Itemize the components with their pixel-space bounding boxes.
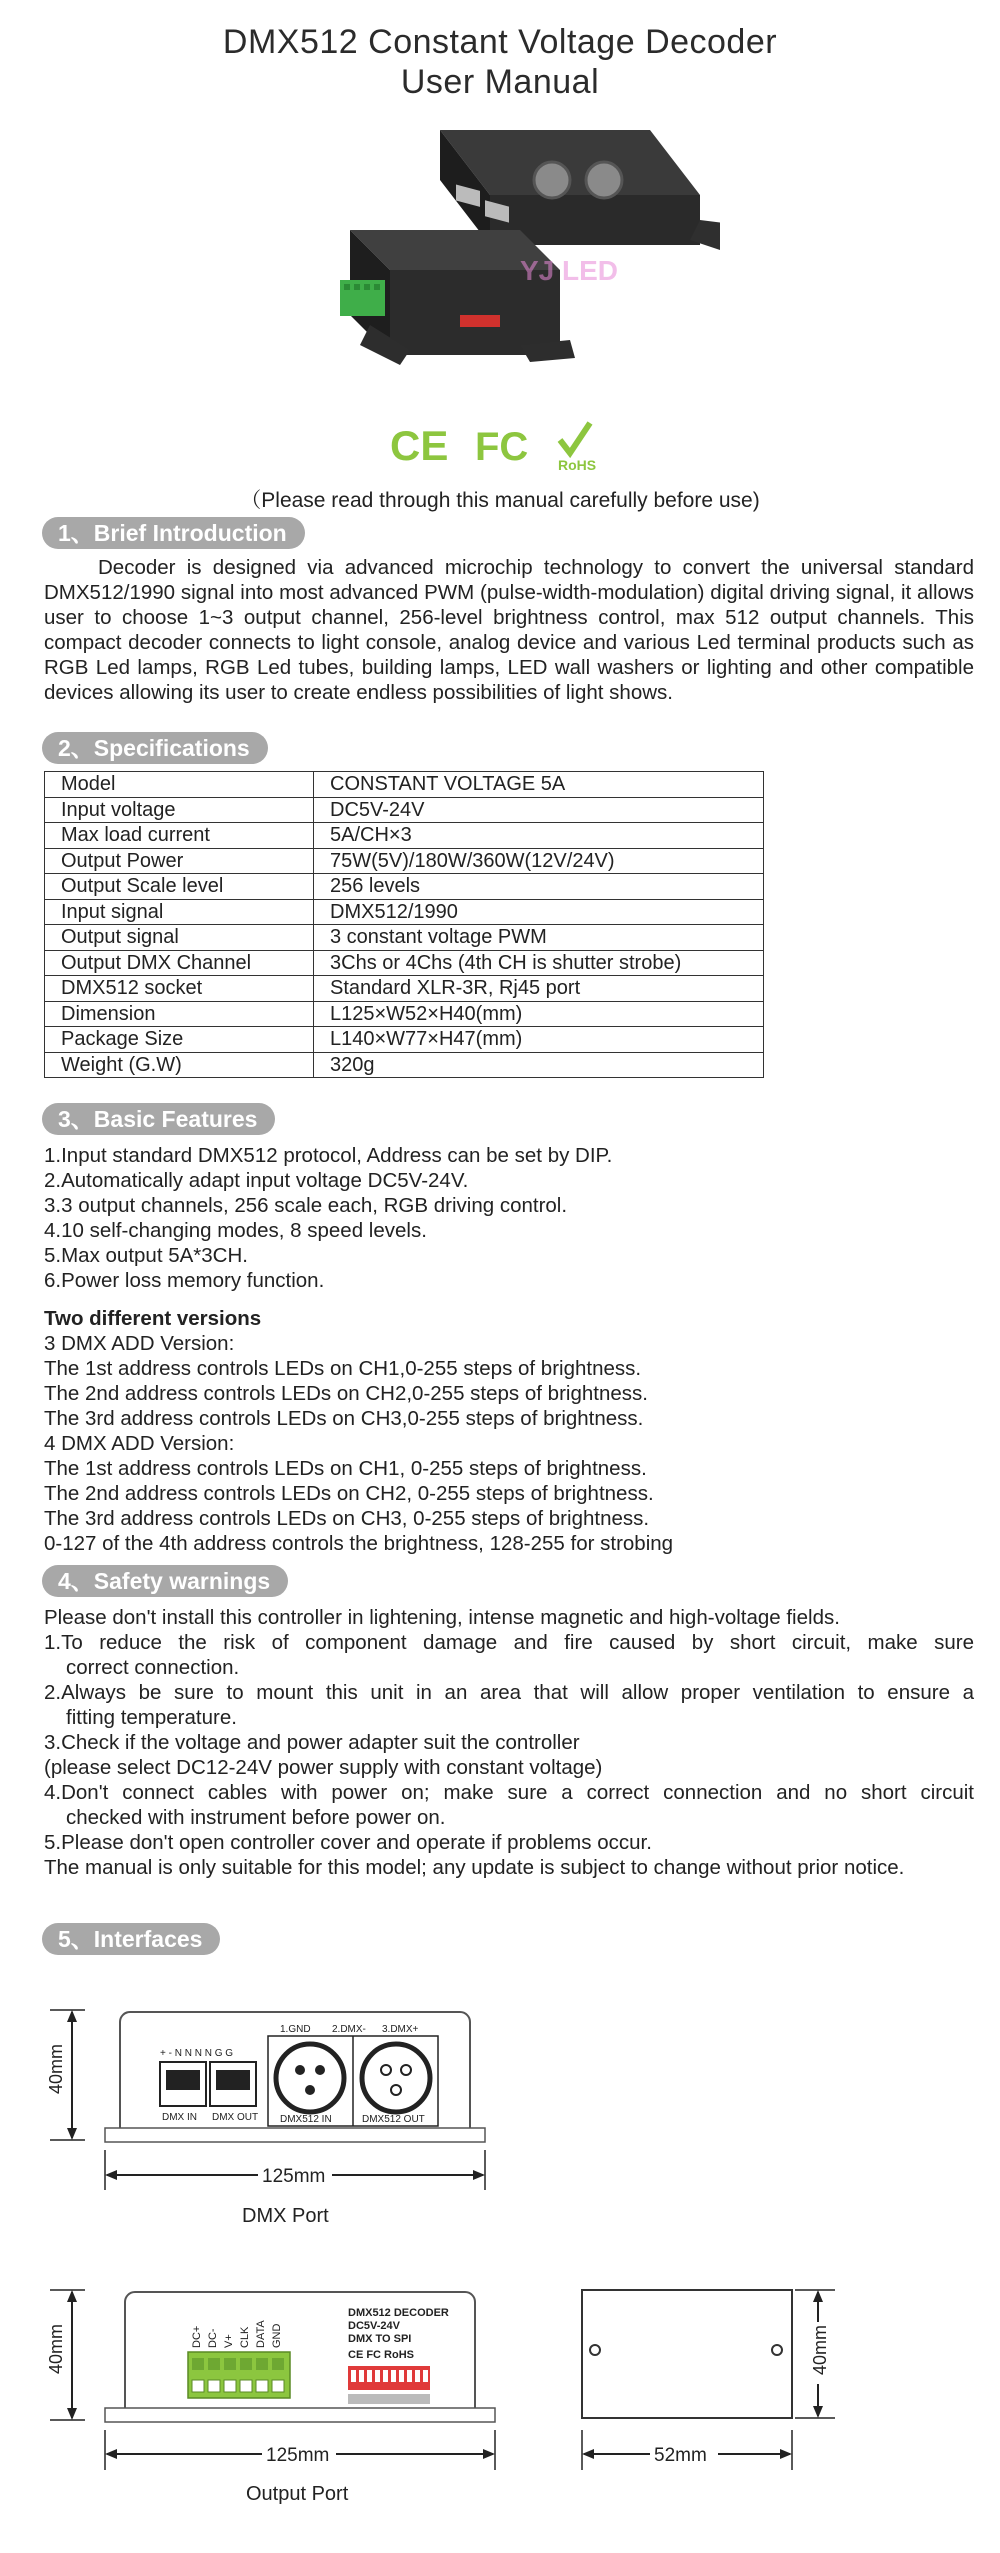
- version-line: The 2nd address controls LEDs on CH2,0-255 steps of brightness.: [44, 1382, 648, 1405]
- spec-key: Max load current: [45, 823, 314, 849]
- watermark-text: YJ LED: [520, 255, 619, 286]
- terminal-label-vplus: V+: [223, 2334, 235, 2348]
- version-line: 0-127 of the 4th address controls the brightness, 128-255 for strobing: [44, 1532, 674, 1555]
- spec-value: 256 levels: [314, 874, 764, 900]
- spec-value: DC5V-24V: [314, 797, 764, 823]
- spec-key: Dimension: [45, 1001, 314, 1027]
- xlr-out-label: DMX512 OUT: [362, 2114, 425, 2125]
- safety-item: 4.Don't connect cables with power on; make sure a correct connection and no short circuit: [44, 1781, 974, 1804]
- spec-key: Output signal: [45, 925, 314, 951]
- xlr-in-label: DMX512 IN: [280, 2114, 332, 2125]
- version-line: The 1st address controls LEDs on CH1,0-255 steps of brightness.: [44, 1357, 642, 1380]
- version-line: 3 DMX ADD Version:: [44, 1332, 235, 1355]
- spec-row: [45, 899, 764, 925]
- intro-paragraph: Decoder is designed via advanced microchip technology to convert the universal standard DMX512/1990 signal into most advanced PWM (pulse-width-modulation) digital driving signal, it allows user to choose 1~3 output channel, 256-level brightness control, max 512 output channels. This compact decoder connects to light console, analog device and various Led terminal products such as RGB Led lamps, RGB Led tubes, building lamps, LED wall washers or lighting and other compatible devices allowing its user to create endless possibilities of light shows.: [44, 556, 974, 704]
- title-line-2: User Manual: [400, 63, 600, 101]
- decoder-label-2: DC5V-24V: [348, 2320, 400, 2332]
- spec-row: [45, 950, 764, 976]
- spec-value: L125×W52×H40(mm): [314, 1001, 764, 1027]
- safety-item: Please don't install this controller in lightening, intense magnetic and high-voltage fields.: [44, 1606, 840, 1629]
- spec-row: [45, 772, 764, 798]
- version-line: The 1st address controls LEDs on CH1, 0-255 steps of brightness.: [44, 1457, 647, 1480]
- section-heading-safety: 4、Safety warnings: [42, 1565, 288, 1597]
- spec-value: CONSTANT VOLTAGE 5A: [314, 772, 764, 798]
- safety-list: [44, 1605, 974, 1880]
- rohs-check-icon: [560, 423, 590, 453]
- spec-value: 5A/CH×3: [314, 823, 764, 849]
- terminal-label-clk: CLK: [239, 2326, 251, 2348]
- ce-mark-icon: CE: [390, 422, 449, 469]
- fc-mark-icon: FC: [475, 425, 529, 469]
- dmx-height-dim: 40mm: [46, 2043, 66, 2094]
- terminal-label-dcplus: DC+: [191, 2325, 203, 2348]
- rj45-out-label: DMX OUT: [212, 2112, 259, 2123]
- spec-key: Model: [45, 772, 314, 798]
- output-width-dim: 125mm: [266, 2445, 330, 2466]
- version-line: The 3rd address controls LEDs on CH3, 0-255 steps of brightness.: [44, 1507, 650, 1530]
- version-line: The 3rd address controls LEDs on CH3,0-255 steps of brightness.: [44, 1407, 644, 1430]
- section-heading-interfaces: 5、Interfaces: [42, 1923, 220, 1955]
- spec-row: [45, 848, 764, 874]
- spec-row: [45, 1027, 764, 1053]
- certification-marks: [390, 418, 630, 478]
- dmx-port-caption: DMX Port: [242, 2205, 329, 2227]
- spec-row: [45, 797, 764, 823]
- read-manual-note: （Please read through this manual carefully before use): [240, 489, 760, 512]
- safety-item: 1.To reduce the risk of component damage and fire caused by short circuit, make sure: [44, 1631, 974, 1654]
- spec-key: Output Power: [45, 848, 314, 874]
- xlr-pin-2: 2.DMX-: [332, 2024, 366, 2035]
- spec-key: Input signal: [45, 899, 314, 925]
- side-height-dim: 40mm: [810, 2324, 830, 2375]
- section-heading-specs: 2、Specifications: [42, 732, 268, 764]
- feature-item: 3.3 output channels, 256 scale each, RGB driving control.: [44, 1194, 568, 1217]
- feature-item: 4.10 self-changing modes, 8 speed levels.: [44, 1219, 427, 1242]
- spec-value: L140×W77×H47(mm): [314, 1027, 764, 1053]
- dmx-port-diagram: [40, 1990, 540, 2240]
- feature-item: 1.Input standard DMX512 protocol, Address can be set by DIP.: [44, 1144, 613, 1167]
- decoder-label-3: DMX TO SPI: [348, 2333, 412, 2345]
- xlr-pin-3: 3.DMX+: [382, 2024, 419, 2035]
- decoder-label-4: CE FC RoHS: [348, 2349, 414, 2361]
- page-title: [0, 22, 1000, 102]
- side-view-diagram: [570, 2270, 850, 2480]
- spec-key: Output Scale level: [45, 874, 314, 900]
- product-photo: [320, 110, 720, 410]
- output-port-diagram: [40, 2270, 540, 2525]
- spec-value: 3 constant voltage PWM: [314, 925, 764, 951]
- safety-item: checked with instrument before power on.: [66, 1806, 446, 1829]
- terminal-label-gnd: GND: [271, 2323, 283, 2348]
- output-port-caption: Output Port: [246, 2483, 349, 2505]
- safety-item: The manual is only suitable for this model; any update is subject to change without prior notice.: [44, 1856, 905, 1879]
- versions-title: Two different versions: [44, 1307, 262, 1330]
- spec-row: [45, 1001, 764, 1027]
- spec-key: Output DMX Channel: [45, 950, 314, 976]
- section-heading-intro: 1、Brief Introduction: [42, 517, 305, 549]
- version-line: The 2nd address controls LEDs on CH2, 0-255 steps of brightness.: [44, 1482, 654, 1505]
- spec-row: [45, 823, 764, 849]
- terminal-label-data: DATA: [255, 2320, 267, 2348]
- version-line: 4 DMX ADD Version:: [44, 1432, 235, 1455]
- spec-row: [45, 1052, 764, 1078]
- feature-item: 6.Power loss memory function.: [44, 1269, 325, 1292]
- spec-row: [45, 925, 764, 951]
- spec-row: [45, 874, 764, 900]
- spec-value: Standard XLR-3R, Rj45 port: [314, 976, 764, 1002]
- dmx-width-dim: 125mm: [262, 2166, 326, 2187]
- safety-item: correct connection.: [66, 1656, 240, 1679]
- terminal-label-dcminus: DC-: [207, 2328, 219, 2348]
- side-width-dim: 52mm: [654, 2445, 707, 2466]
- rj45-in-label: DMX IN: [162, 2112, 197, 2123]
- spec-value: 320g: [314, 1052, 764, 1078]
- spec-key: DMX512 socket: [45, 976, 314, 1002]
- rohs-mark: RoHS: [558, 457, 597, 473]
- xlr-pin-1: 1.GND: [280, 2024, 311, 2035]
- feature-item: 2.Automatically adapt input voltage DC5V-24V.: [44, 1169, 469, 1192]
- spec-value: 3Chs or 4Chs (4th CH is shutter strobe): [314, 950, 764, 976]
- safety-item: fitting temperature.: [66, 1706, 237, 1729]
- feature-item: 5.Max output 5A*3CH.: [44, 1244, 248, 1267]
- safety-item: 3.Check if the voltage and power adapter suit the controller: [44, 1731, 580, 1754]
- safety-item: 2.Always be sure to mount this unit in an area that will allow proper ventilation to ensure a: [44, 1681, 974, 1704]
- features-list: [44, 1143, 974, 1293]
- safety-item: (please select DC12-24V power supply with constant voltage): [44, 1756, 603, 1779]
- spec-table: [44, 771, 764, 1078]
- section-heading-features: 3、Basic Features: [42, 1103, 275, 1135]
- title-line-1: DMX512 Constant Voltage Decoder: [222, 23, 778, 61]
- rj45-pin-labels: + - N N N N G G: [160, 2048, 234, 2059]
- spec-row: [45, 976, 764, 1002]
- spec-value: DMX512/1990: [314, 899, 764, 925]
- spec-key: Package Size: [45, 1027, 314, 1053]
- spec-key: Weight (G.W): [45, 1052, 314, 1078]
- versions-block: [44, 1306, 974, 1556]
- side-view-housing: [582, 2290, 792, 2418]
- spec-key: Input voltage: [45, 797, 314, 823]
- safety-item: 5.Please don't open controller cover and operate if problems occur.: [44, 1831, 652, 1854]
- decoder-label-1: DMX512 DECODER: [348, 2307, 449, 2319]
- output-height-dim: 40mm: [46, 2323, 66, 2374]
- spec-value: 75W(5V)/180W/360W(12V/24V): [314, 848, 764, 874]
